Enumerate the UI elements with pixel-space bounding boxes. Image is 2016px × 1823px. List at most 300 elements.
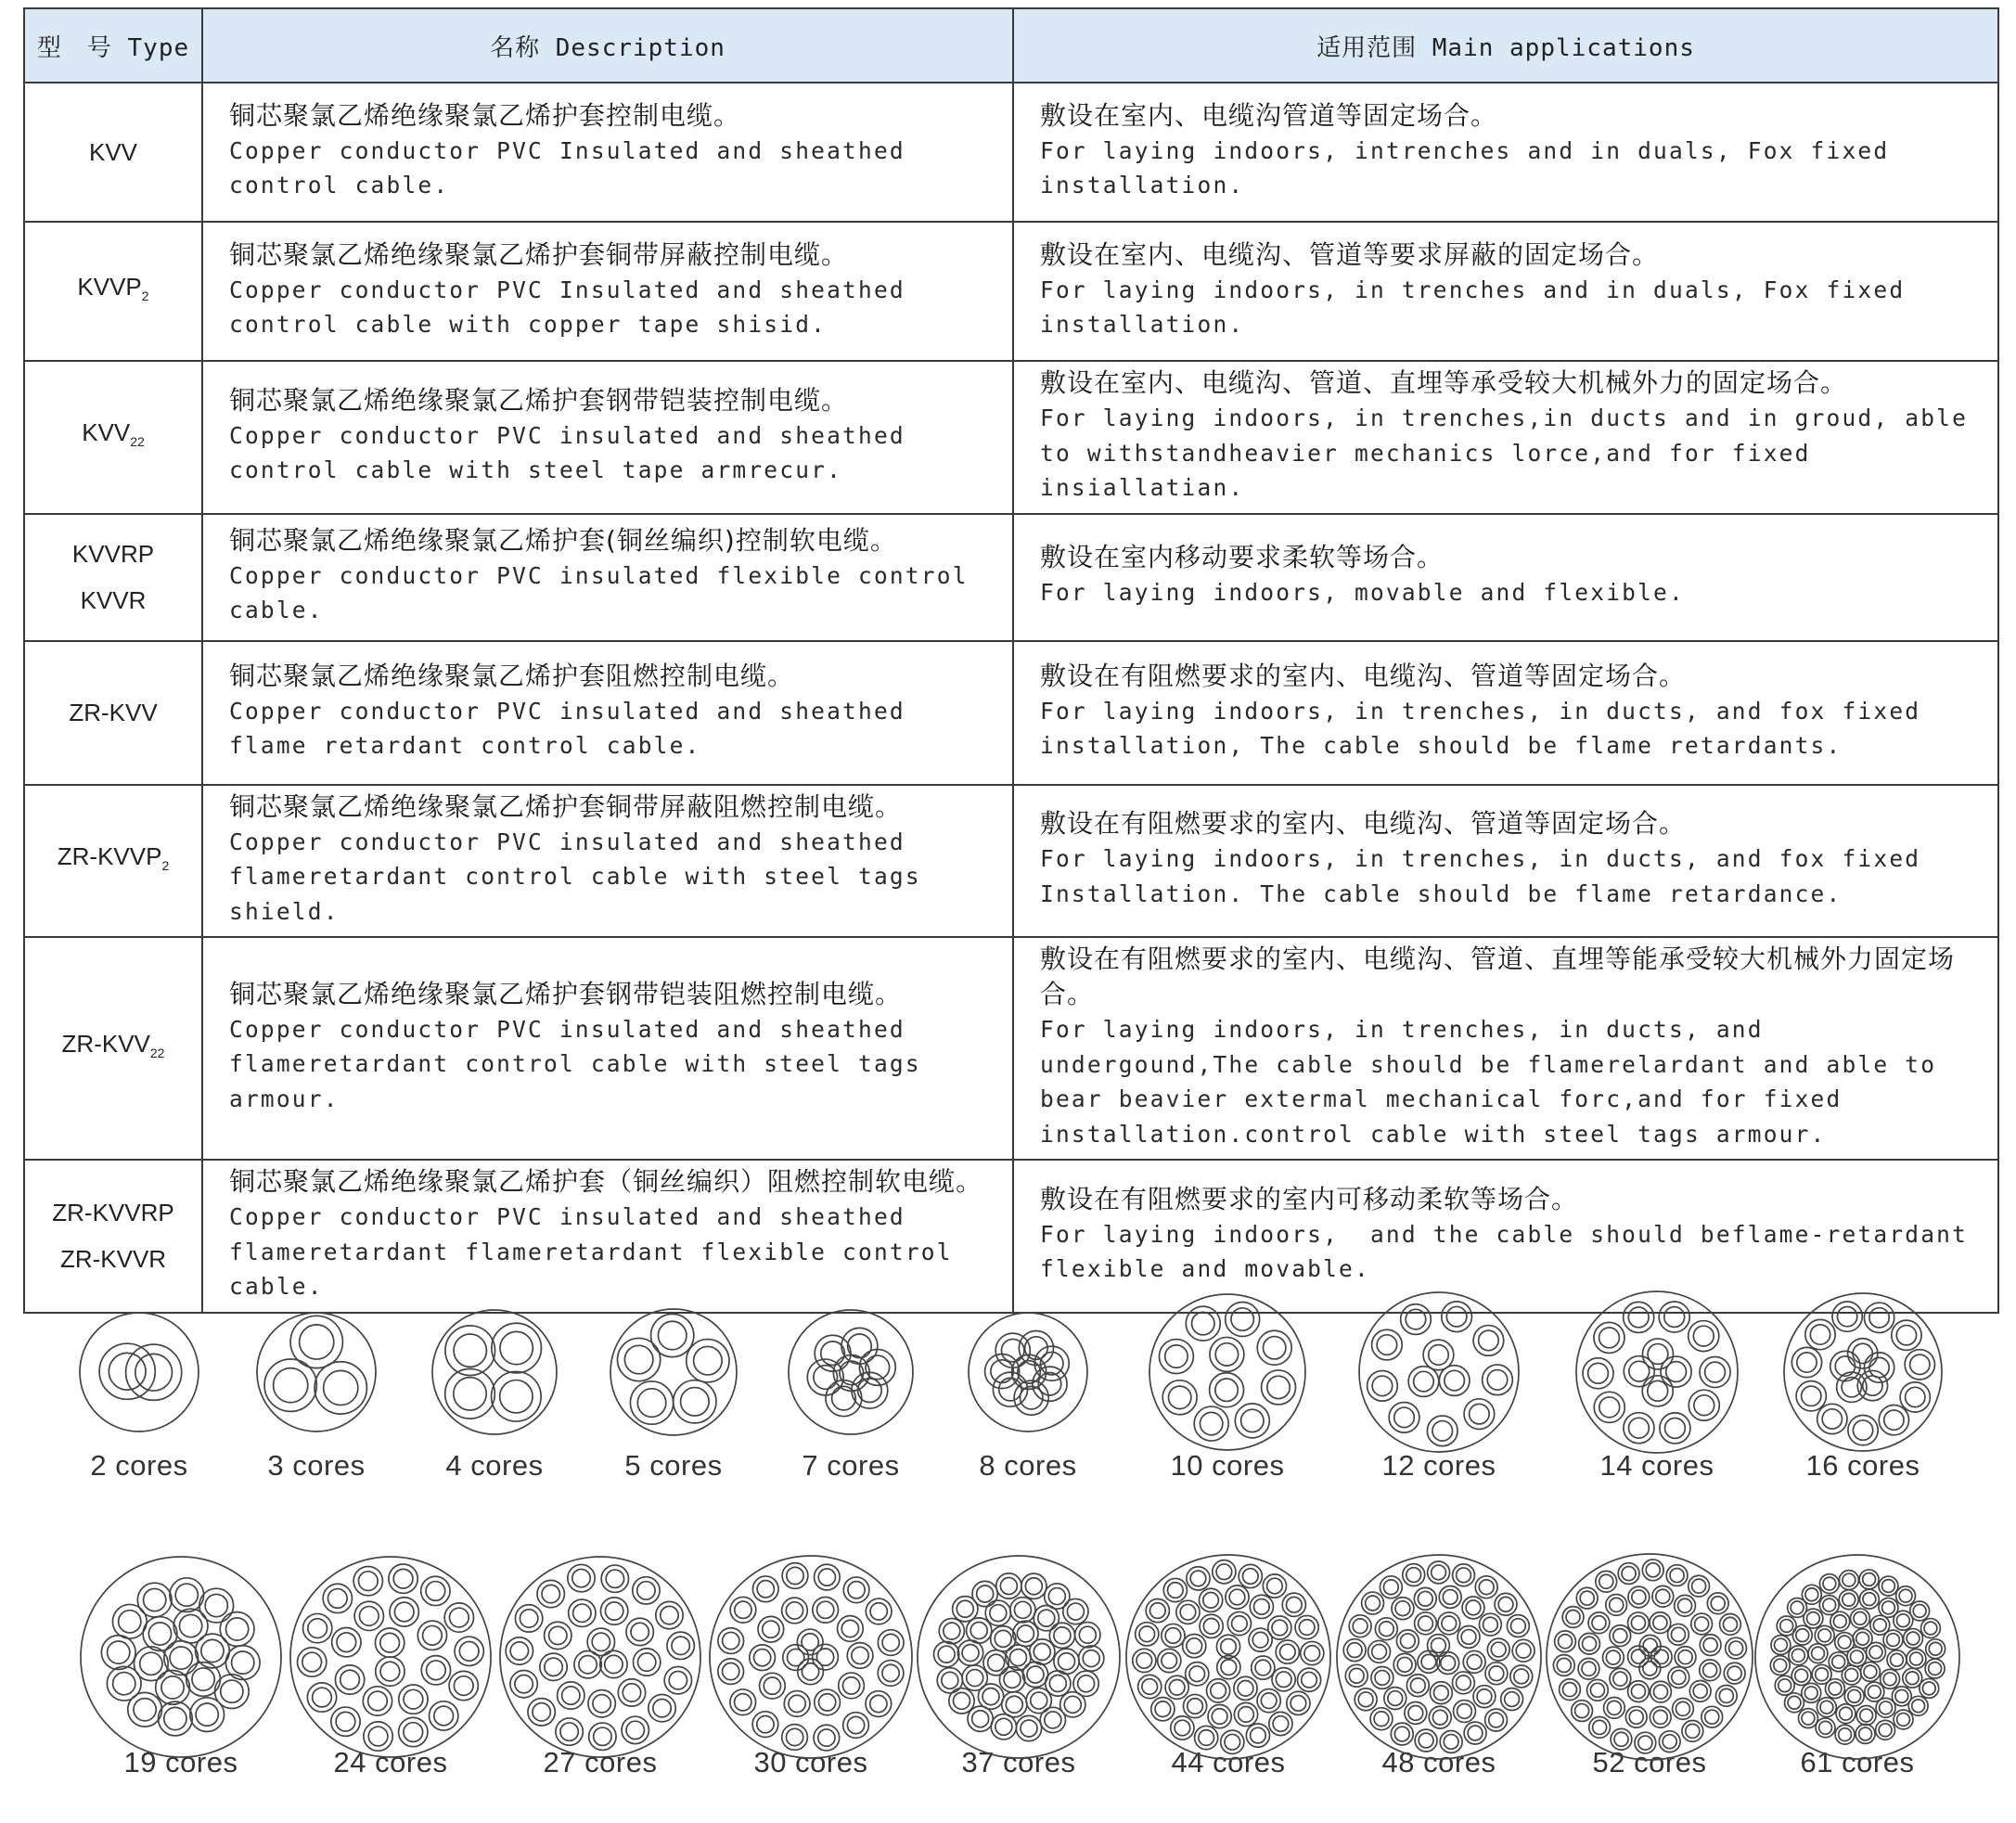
core-insulation: [1701, 1706, 1723, 1727]
core-conductor: [300, 1325, 334, 1359]
core-insulation: [1628, 1586, 1650, 1608]
core-insulation: [1019, 1331, 1053, 1366]
core-insulation: [1618, 1563, 1639, 1585]
core-conductor: [1189, 1666, 1205, 1682]
core-conductor: [108, 1641, 130, 1663]
core-insulation: [1775, 1675, 1794, 1695]
core-conductor: [1884, 1410, 1904, 1430]
core-insulation: [1249, 1628, 1272, 1651]
core-conductor: [786, 1602, 803, 1619]
core-conductor: [1479, 1580, 1494, 1595]
core-conductor: [818, 1694, 835, 1711]
core-insulation: [1791, 1347, 1821, 1377]
core-conductor: [1848, 1689, 1861, 1702]
table-row: [24, 937, 1998, 1160]
core-insulation: [1594, 1392, 1624, 1422]
core-conductor: [977, 1585, 994, 1602]
core-conductor: [1374, 1712, 1389, 1727]
core-conductor: [1479, 1330, 1499, 1351]
applications-chinese: 敷设在有阻燃要求的室内、电缆沟、管道等固定场合。: [1040, 660, 1687, 691]
core-insulation: [1133, 1649, 1156, 1672]
applications-cell: [1013, 514, 1998, 641]
core-insulation: [1276, 1640, 1299, 1663]
core-conductor: [1678, 1598, 1692, 1612]
cross-section-8-cores: [969, 1313, 1087, 1431]
core-insulation: [1207, 1679, 1230, 1702]
core-conductor: [1860, 1709, 1873, 1722]
core-insulation: [1805, 1319, 1835, 1349]
core-conductor: [1622, 1567, 1636, 1581]
cable-sheath: [1149, 1294, 1305, 1450]
cross-section-label: 27 cores: [543, 1746, 658, 1778]
core-insulation: [1485, 1709, 1508, 1731]
core-conductor: [1829, 1682, 1842, 1695]
core-conductor: [380, 1633, 400, 1652]
core-insulation: [991, 1714, 1016, 1740]
core-conductor: [515, 1675, 533, 1692]
core-insulation: [1162, 1380, 1197, 1415]
core-insulation: [1791, 1666, 1811, 1686]
core-insulation: [967, 1618, 992, 1643]
core-insulation: [651, 1314, 694, 1356]
core-insulation: [1588, 1612, 1610, 1634]
core-conductor: [840, 1361, 864, 1385]
core-conductor: [170, 1647, 192, 1669]
core-insulation: [574, 1651, 601, 1678]
core-insulation: [1428, 1561, 1450, 1584]
core-insulation: [1860, 1663, 1880, 1682]
core-insulation: [558, 1682, 584, 1709]
type-cell: [24, 361, 202, 514]
core-insulation: [1414, 1587, 1436, 1610]
core-insulation: [807, 1359, 843, 1395]
description-chinese: 铜芯聚氯乙烯绝缘聚氯乙烯护套钢带铠装控制电缆。: [229, 384, 849, 416]
core-conductor: [192, 1668, 214, 1690]
core-conductor: [434, 1706, 454, 1726]
core-insulation: [449, 1671, 478, 1700]
core-conductor: [1505, 1692, 1520, 1707]
type-code-subscript: 22: [130, 434, 145, 450]
core-insulation: [1495, 1593, 1517, 1615]
core-insulation: [1512, 1639, 1534, 1662]
core-conductor: [1040, 1352, 1063, 1375]
core-conductor: [1229, 1589, 1245, 1605]
core-conductor: [1823, 1577, 1836, 1590]
core-conductor: [144, 1588, 166, 1611]
cross-section-label: 48 cores: [1381, 1746, 1496, 1778]
core-insulation: [1393, 1653, 1416, 1675]
core-conductor: [1079, 1626, 1096, 1643]
core-conductor: [1693, 1326, 1714, 1346]
core-insulation: [752, 1576, 778, 1602]
core-conductor: [1646, 1563, 1660, 1577]
core-conductor: [1590, 1683, 1604, 1697]
core-insulation: [1771, 1636, 1791, 1655]
core-insulation: [1804, 1609, 1823, 1628]
core-insulation: [750, 1645, 776, 1671]
core-conductor: [221, 1680, 243, 1702]
core-insulation: [1572, 1701, 1593, 1722]
core-insulation: [996, 1573, 1021, 1598]
core-insulation: [492, 1371, 542, 1421]
core-conductor: [658, 1321, 687, 1350]
core-insulation: [1073, 1671, 1098, 1696]
cable-sheath: [1755, 1555, 1959, 1759]
core-insulation: [1879, 1405, 1908, 1434]
core-conductor: [1863, 1376, 1882, 1395]
core-insulation: [1430, 1682, 1452, 1704]
core-conductor: [637, 1653, 655, 1671]
core-insulation: [1453, 1564, 1475, 1586]
core-conductor: [848, 1334, 872, 1358]
core-conductor: [938, 1646, 955, 1663]
core-insulation: [972, 1581, 997, 1606]
core-conductor: [852, 1647, 868, 1663]
core-insulation: [601, 1565, 628, 1592]
core-conductor: [1820, 1701, 1833, 1714]
core-conductor: [999, 1378, 1022, 1401]
core-insulation: [797, 1629, 823, 1655]
core-insulation: [1842, 1665, 1861, 1685]
core-conductor: [1155, 1701, 1171, 1717]
description-english: Copper conductor PVC Insulated and sheathed control cable with copper tape shisid.: [229, 276, 921, 338]
core-conductor: [1441, 1656, 1456, 1671]
core-insulation: [1297, 1668, 1320, 1691]
core-insulation: [556, 1718, 583, 1745]
core-insulation: [798, 1659, 824, 1685]
core-insulation: [1079, 1646, 1104, 1671]
core-conductor: [232, 1651, 254, 1674]
core-conductor: [560, 1723, 578, 1740]
type-cell: [24, 641, 202, 785]
core-insulation: [1176, 1600, 1200, 1624]
type-cell: [24, 1160, 202, 1313]
core-conductor: [1514, 1669, 1529, 1684]
core-insulation: [390, 1598, 418, 1626]
description-cell: [202, 641, 1013, 785]
core-insulation: [1370, 1708, 1393, 1730]
applications-cell: [1013, 1160, 1998, 1313]
core-insulation: [1817, 1698, 1836, 1717]
core-insulation: [600, 1598, 627, 1624]
core-insulation: [1171, 1716, 1194, 1740]
core-conductor: [1025, 1578, 1042, 1595]
core-insulation: [1263, 1574, 1286, 1598]
core-conductor: [573, 1604, 591, 1622]
core-insulation: [1792, 1625, 1812, 1645]
core-insulation: [600, 1650, 627, 1677]
core-insulation: [1876, 1720, 1895, 1740]
core-insulation: [1847, 1647, 1867, 1666]
core-conductor: [572, 1569, 590, 1586]
core-insulation: [1372, 1329, 1403, 1360]
core-conductor: [1419, 1616, 1433, 1631]
core-conductor: [1818, 1629, 1831, 1642]
core-insulation: [1770, 1656, 1790, 1675]
core-conductor: [626, 1721, 644, 1739]
applications-english: For laying indoors, and the cable should beflame-retardant flexible and movable.: [1040, 1220, 1984, 1283]
core-insulation: [1464, 1722, 1486, 1744]
core-conductor: [735, 1601, 751, 1618]
core-conductor: [1929, 1663, 1942, 1675]
applications-chinese: 敷设在有阻燃要求的室内、电缆沟、管道、直埋等能承受较大机械外力固定场合。: [1040, 944, 1956, 1009]
core-conductor: [972, 1711, 989, 1727]
core-conductor: [788, 1649, 804, 1665]
core-insulation: [1163, 1578, 1187, 1601]
core-insulation: [1839, 1571, 1858, 1590]
core-conductor: [1139, 1626, 1155, 1642]
core-conductor: [324, 1370, 358, 1405]
core-conductor: [818, 1569, 835, 1585]
core-insulation: [782, 1563, 808, 1589]
type-code-text: ZR-KVV: [69, 699, 158, 726]
core-insulation: [1817, 1404, 1847, 1433]
core-insulation: [1707, 1593, 1728, 1614]
core-conductor: [1432, 1565, 1446, 1580]
core-conductor: [380, 1662, 400, 1681]
core-insulation: [1507, 1615, 1529, 1637]
core-conductor: [404, 1689, 423, 1709]
core-conductor: [1913, 1605, 1926, 1618]
core-insulation: [1060, 1692, 1085, 1717]
core-insulation: [730, 1689, 756, 1715]
core-conductor: [1408, 1706, 1423, 1721]
core-insulation: [126, 1344, 182, 1400]
core-conductor: [1910, 1652, 1923, 1665]
cross-section-label: 30 cores: [753, 1746, 868, 1778]
core-insulation: [1272, 1668, 1295, 1691]
core-conductor: [653, 1700, 671, 1717]
core-insulation: [1428, 1635, 1450, 1657]
core-insulation: [1391, 1723, 1413, 1745]
core-insulation: [1879, 1576, 1898, 1596]
core-conductor: [818, 1729, 835, 1746]
core-insulation: [1650, 1681, 1672, 1702]
core-insulation: [1777, 1616, 1796, 1636]
type-code-text: KVVP: [77, 273, 142, 301]
core-insulation: [1650, 1612, 1671, 1634]
core-insulation: [813, 1644, 839, 1670]
core-insulation: [1216, 1635, 1239, 1658]
core-insulation: [1439, 1366, 1470, 1396]
core-conductor: [1686, 1724, 1700, 1738]
core-insulation: [1642, 1376, 1673, 1406]
core-conductor: [1845, 1669, 1858, 1682]
core-insulation: [1208, 1704, 1231, 1727]
core-conductor: [423, 1625, 443, 1645]
core-conductor: [1200, 1412, 1222, 1434]
core-conductor: [1272, 1620, 1288, 1636]
core-insulation: [307, 1683, 336, 1712]
core-conductor: [1353, 1619, 1368, 1634]
core-conductor: [1136, 1653, 1152, 1669]
core-insulation: [1859, 1570, 1879, 1589]
cross-section-61-cores: [1755, 1555, 1959, 1759]
core-conductor: [1566, 1611, 1580, 1624]
core-insulation: [510, 1670, 537, 1697]
core-conductor: [134, 1699, 156, 1721]
core-insulation: [1406, 1675, 1429, 1697]
cable-sheath: [81, 1557, 281, 1757]
core-insulation: [1926, 1639, 1945, 1659]
core-conductor: [1442, 1616, 1457, 1631]
core-insulation: [1652, 1585, 1674, 1607]
core-insulation: [1343, 1639, 1366, 1662]
core-conductor: [841, 1620, 858, 1637]
type-code-text: KVV: [82, 418, 131, 447]
core-conductor: [1254, 1599, 1270, 1615]
core-conductor: [672, 1637, 689, 1654]
core-insulation: [674, 1380, 716, 1423]
core-insulation: [1553, 1655, 1574, 1676]
core-insulation: [983, 1650, 1008, 1675]
core-insulation: [1673, 1698, 1694, 1719]
core-insulation: [1138, 1675, 1162, 1698]
core-insulation: [1689, 1680, 1711, 1701]
core-conductor: [1562, 1683, 1576, 1697]
description-english: Copper conductor PVC insulated and sheathed flame retardant control cable.: [229, 697, 921, 759]
core-conductor: [336, 1712, 355, 1731]
core-insulation: [1606, 1594, 1627, 1615]
description-chinese: 铜芯聚氯乙烯绝缘聚氯乙烯护套铜带屏蔽阻燃控制电缆。: [229, 790, 903, 822]
core-insulation: [833, 1354, 869, 1391]
cross-section-label: 5 cores: [624, 1449, 723, 1482]
core-conductor: [1676, 1701, 1689, 1715]
core-conductor: [735, 1694, 751, 1711]
core-insulation: [1865, 1682, 1884, 1701]
core-insulation: [1720, 1614, 1741, 1636]
core-insulation: [1910, 1601, 1930, 1621]
core-conductor: [1017, 1625, 1034, 1642]
core-insulation: [1560, 1679, 1581, 1701]
core-insulation: [1628, 1681, 1650, 1702]
core-conductor: [1840, 1707, 1853, 1720]
core-insulation: [1642, 1560, 1663, 1581]
core-insulation: [687, 1340, 729, 1382]
core-conductor: [1000, 1577, 1017, 1594]
core-insulation: [1287, 1691, 1310, 1714]
core-conductor: [1648, 1380, 1668, 1401]
core-conductor: [562, 1687, 580, 1704]
cross-section-30-cores: [710, 1556, 912, 1758]
core-conductor: [1729, 1641, 1743, 1655]
core-insulation: [99, 1343, 155, 1399]
core-conductor: [1705, 1710, 1719, 1724]
core-conductor: [1199, 1730, 1214, 1746]
cross-section-label: 24 cores: [333, 1746, 448, 1778]
core-conductor: [1001, 1339, 1024, 1362]
core-conductor: [1599, 1574, 1613, 1588]
cross-section-label: 3 cores: [267, 1449, 366, 1482]
type-code-text: ZR-KVVRP: [52, 1199, 174, 1227]
core-conductor: [1421, 1654, 1436, 1669]
core-conductor: [802, 1634, 818, 1650]
core-insulation: [618, 1679, 645, 1706]
core-insulation: [1457, 1626, 1480, 1649]
core-conductor: [1510, 1619, 1525, 1634]
core-conductor: [1489, 1666, 1504, 1681]
core-insulation: [1788, 1598, 1807, 1617]
core-conductor: [763, 1621, 779, 1637]
core-conductor: [1025, 1337, 1048, 1360]
core-conductor: [1694, 1395, 1714, 1416]
core-insulation: [1830, 1611, 1850, 1631]
description-chinese: 铜芯聚氯乙烯绝缘聚氯乙烯护套（铜丝编织）阻燃控制软电缆。: [229, 1166, 983, 1197]
core-insulation: [1642, 1339, 1673, 1369]
core-conductor: [1263, 1337, 1285, 1359]
type-code: [25, 531, 201, 577]
core-conductor: [196, 1703, 218, 1726]
core-insulation: [1389, 1402, 1419, 1432]
core-insulation: [1589, 1717, 1611, 1739]
core-insulation: [1815, 1625, 1834, 1645]
core-insulation: [199, 1588, 234, 1623]
core-conductor: [1631, 1616, 1645, 1630]
core-conductor: [1839, 1728, 1852, 1741]
table-header-row: [24, 8, 1998, 83]
cable-sheath: [1576, 1291, 1738, 1453]
applications-english: For laying indoors, intrenches and in duals, Fox fixed installation.: [1040, 136, 1906, 199]
core-insulation: [1700, 1635, 1721, 1656]
core-insulation: [1604, 1697, 1625, 1718]
core-insulation: [159, 1701, 193, 1736]
core-conductor: [1835, 1356, 1855, 1376]
core-insulation: [1452, 1672, 1474, 1694]
core-conductor: [1804, 1687, 1817, 1700]
core-conductor: [757, 1716, 774, 1733]
core-conductor: [426, 1582, 445, 1601]
core-insulation: [784, 1691, 810, 1717]
core-conductor: [1038, 1610, 1055, 1626]
core-conductor: [1429, 1345, 1449, 1366]
core-insulation: [1368, 1640, 1391, 1663]
core-insulation: [1857, 1370, 1887, 1400]
core-conductor: [161, 1676, 184, 1699]
core-conductor: [201, 1639, 224, 1662]
description-cell: [202, 514, 1013, 641]
core-insulation: [957, 1640, 982, 1665]
core-conductor: [427, 1661, 446, 1680]
core-insulation: [1894, 1611, 1913, 1630]
core-insulation: [128, 1692, 162, 1727]
core-conductor: [1653, 1616, 1667, 1630]
core-conductor: [1774, 1659, 1787, 1672]
core-insulation: [1257, 1330, 1291, 1365]
core-insulation: [587, 1628, 614, 1655]
cross-section-12-cores: [1359, 1292, 1519, 1452]
core-insulation: [1583, 1358, 1613, 1389]
core-conductor: [542, 1585, 559, 1602]
core-conductor: [1592, 1616, 1606, 1630]
core-insulation: [1835, 1725, 1855, 1744]
core-insulation: [389, 1564, 417, 1593]
core-insulation: [137, 1583, 172, 1617]
core-conductor: [1203, 1593, 1219, 1609]
core-insulation: [1454, 1701, 1476, 1723]
core-insulation: [878, 1630, 904, 1656]
cross-section-label: 10 cores: [1170, 1449, 1285, 1482]
core-insulation: [303, 1613, 332, 1642]
table-row: [24, 361, 1998, 514]
core-insulation: [1040, 1707, 1065, 1732]
core-insulation: [878, 1661, 904, 1687]
header-type: 型 号 Type: [24, 8, 202, 83]
core-insulation: [815, 1564, 841, 1590]
core-conductor: [1018, 1361, 1041, 1384]
type-code: [25, 1189, 201, 1236]
core-insulation: [866, 1598, 892, 1624]
core-conductor: [113, 1673, 135, 1695]
